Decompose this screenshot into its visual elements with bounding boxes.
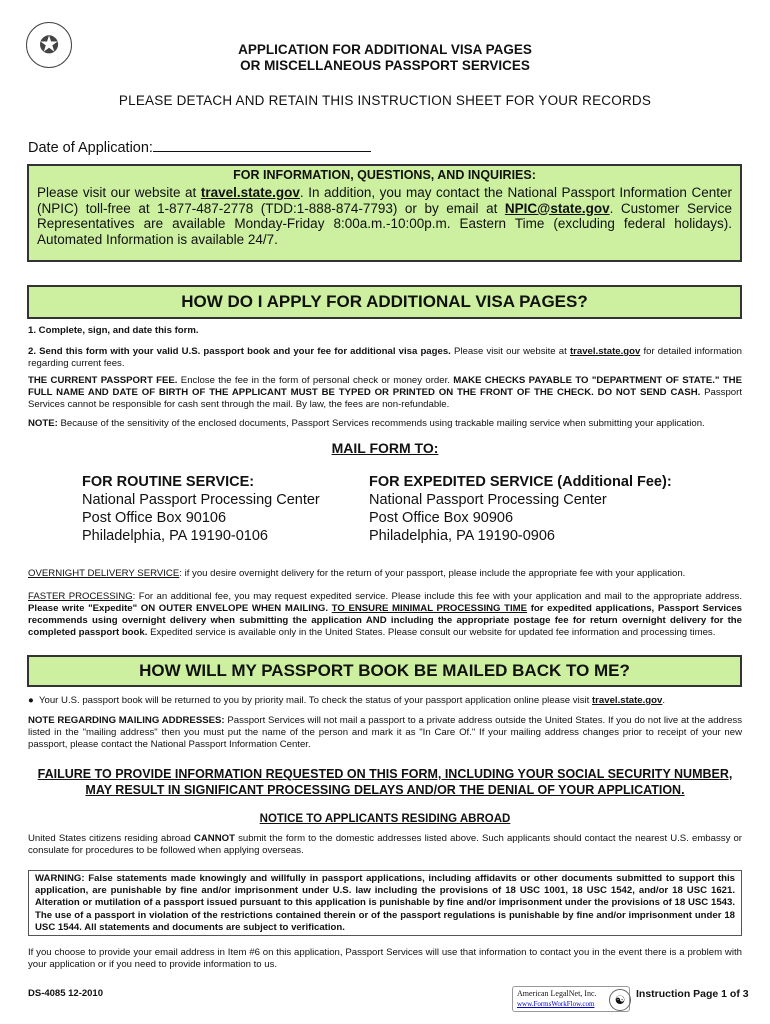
date-blank-line[interactable] bbox=[153, 138, 371, 152]
expedited-heading: FOR EXPEDITED SERVICE (Additional Fee): bbox=[369, 474, 672, 490]
abroad-notice-text: United States citizens residing abroad CANNOT submit the form to the domestic addresses listed above. Such applicants should contact the nearest U.S. embassy or consulate for procedures to be followed when applying overseas. bbox=[28, 833, 743, 856]
form-title-line2: OR MISCELLANEOUS PASSPORT SERVICES bbox=[240, 58, 530, 73]
step2-website-link[interactable]: travel.state.gov bbox=[569, 346, 641, 357]
routine-line2: Post Office Box 90106 bbox=[82, 510, 227, 526]
detach-notice: PLEASE DETACH AND RETAIN THIS INSTRUCTION SHEET FOR YOUR RECORDS bbox=[118, 93, 652, 108]
expedited-line3: Philadelphia, PA 19190-0906 bbox=[369, 528, 555, 544]
expedited-line2: Post Office Box 90906 bbox=[369, 510, 514, 526]
abroad-notice-heading: NOTICE TO APPLICANTS RESIDING ABROAD bbox=[259, 813, 511, 825]
mailed-back-info bbox=[28, 695, 742, 751]
mailing-address-note: NOTE REGARDING MAILING ADDRESSES: Passport Services will not mail a passport to a private address outside the United States. If you do not live at the address listed in the "mailing address" then you must put the name of the person and mark it as "In Care Of." If your mailing address changes prior to receipt of your new passport, please contact the National Passport Information Center. bbox=[28, 715, 742, 750]
faster-processing-note: FASTER PROCESSING: For an additional fee, you may request expedited service. Please include this fee with your application and mail to the appropriate address. Please write "Expedite" ON OUTER ENVELOPE WHEN MAILING. TO ENSURE MINIMAL PROCESSING TIME for expedited applications, Passport Services recommends using overnight delivery when submitting the application AND including the appropriate postage fee for return overnight delivery for the completed passport book. Expedited service is available only in the United States. Please consult our website for updated fee information and processing times. bbox=[28, 591, 742, 638]
logo-url[interactable]: www.FormsWorkFlow.com bbox=[517, 1000, 595, 1008]
routine-service-address bbox=[82, 473, 320, 545]
step-2: 2. Send this form with your valid U.S. passport book and your fee for additional visa pages. Please visit our website at travel.state.gov for detailed information regarding current fees. bbox=[28, 346, 743, 369]
false-statement-warning: WARNING: False statements made knowingly and willfully in passport applications, including affidavits or other documents submitted to support this application, are punishable by fine and/or imprisonment under U.S. law including the provisions of 18 USC 1001, 18 USC 1542, and/or 18 USC 1621. Alteration or mutilation of a passport issued pursuant to this application is punishable by fine and/or imprisonment under the provisions of 18 USC 1543. The use of a passport in violation of the restrictions contained therein or of the passport regulations is punishable by fine and/or imprisonment under 18 USC 1544. All statements and documents are subject to verification. bbox=[28, 870, 742, 936]
state-department-seal-icon: ✪ bbox=[26, 22, 72, 68]
date-of-application-field[interactable] bbox=[28, 138, 371, 156]
email-link[interactable]: NPIC@state.gov bbox=[504, 200, 610, 216]
legalnet-logo[interactable] bbox=[512, 986, 630, 1012]
info-paragraph: Please visit our website at travel.state.gov. In addition, you may contact the National Passport Information Center (NPIC) toll-free at 1-877-487-2778 (TDD:1-888-874-7793) or by email at NPIC@state.gov. Customer Service Representatives are available Monday-Friday 8:00a.m.-10:00p.m. Eastern Time (excluding federal holidays). Automated Information is available 24/7. bbox=[37, 185, 732, 247]
email-usage-note: If you choose to provide your email address in Item #6 on this application, Passport Services will use that information to contact you in the event there is a problem with your application or if you need to provide information to us. bbox=[28, 947, 742, 970]
form-number: DS-4085 12-2010 bbox=[28, 988, 103, 999]
routine-line1: National Passport Processing Center bbox=[82, 492, 320, 508]
routine-heading: FOR ROUTINE SERVICE: bbox=[82, 474, 255, 490]
step-1: 1. Complete, sign, and date this form. bbox=[28, 325, 199, 336]
apply-instructions bbox=[28, 325, 742, 430]
info-heading: FOR INFORMATION, QUESTIONS, AND INQUIRIES: bbox=[233, 168, 536, 182]
status-website-link[interactable]: travel.state.gov bbox=[591, 695, 663, 706]
fee-paragraph: THE CURRENT PASSPORT FEE. Enclose the fee in the form of personal check or money order. MAKE CHECKS PAYABLE TO "DEPARTMENT OF STATE." THE FULL NAME AND DATE OF BIRTH OF THE APPLICANT MUST BE TYPED OR PRINTED ON THE FRONT OF THE CHECK. DO NOT SEND CASH. Passport Services cannot be responsible for cash sent through the mail. By law, the fees are non-refundable. bbox=[28, 375, 742, 410]
expedited-service-address bbox=[369, 473, 672, 545]
bullet-icon: ● bbox=[28, 695, 34, 706]
website-link[interactable]: travel.state.gov bbox=[200, 185, 300, 200]
information-box bbox=[27, 164, 742, 262]
expedited-line1: National Passport Processing Center bbox=[369, 492, 607, 508]
mail-form-heading: MAIL FORM TO: bbox=[331, 440, 439, 456]
logo-company: American LegalNet, Inc. bbox=[517, 989, 597, 998]
note-trackable: NOTE: Because of the sensitivity of the enclosed documents, Passport Services recommends using trackable mailing service when submitting your application. bbox=[28, 418, 705, 429]
section-mailed-back-heading: HOW WILL MY PASSPORT BOOK BE MAILED BACK TO ME? bbox=[27, 655, 742, 687]
section-apply-heading: HOW DO I APPLY FOR ADDITIONAL VISA PAGES? bbox=[27, 285, 742, 319]
page-number: Instruction Page 1 of 3 bbox=[636, 988, 749, 1000]
date-label: Date of Application: bbox=[28, 140, 153, 156]
overnight-delivery-note: OVERNIGHT DELIVERY SERVICE: if you desire overnight delivery for the return of your passport, please include the appropriate fee with your application. bbox=[28, 568, 686, 579]
priority-mail-bullet: ● Your U.S. passport book will be returned to you by priority mail. To check the status of your passport application online please visit travel.state.gov. bbox=[28, 695, 666, 706]
routine-line3: Philadelphia, PA 19190-0106 bbox=[82, 528, 268, 544]
failure-warning: FAILURE TO PROVIDE INFORMATION REQUESTED ON THIS FORM, INCLUDING YOUR SOCIAL SECURITY NUMBER, MAY RESULT IN SIGNIFICANT PROCESSING DELAYS AND/OR THE DENIAL OF YOUR APPLICATION. bbox=[37, 767, 733, 797]
legalnet-emblem-icon: ☯ bbox=[609, 989, 631, 1011]
form-title-line1: APPLICATION FOR ADDITIONAL VISA PAGES bbox=[238, 42, 532, 57]
